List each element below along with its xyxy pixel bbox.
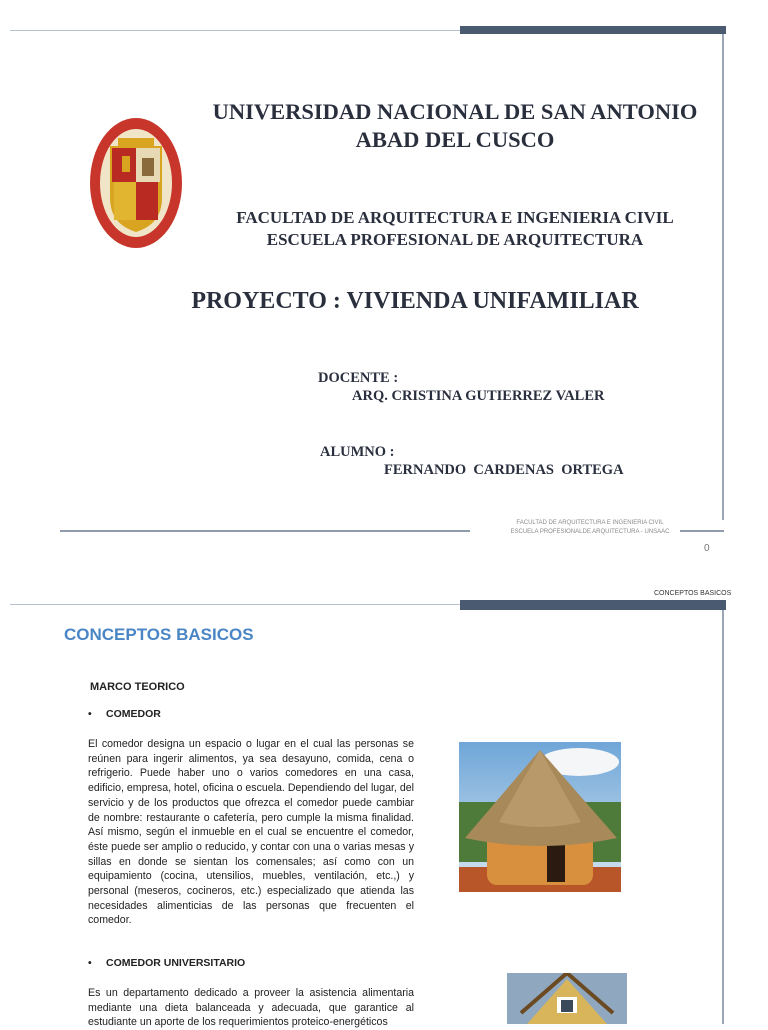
alumno-label: ALUMNO : bbox=[320, 444, 395, 460]
docente-label: DOCENTE : bbox=[318, 370, 399, 386]
alumno-name: FERNANDO CARDENAS ORTEGA bbox=[384, 462, 624, 478]
footer-line-2: ESCUELA PROFESIONALDE ARQUITECTURA - UNSAAC bbox=[510, 529, 670, 535]
house-image bbox=[507, 973, 627, 1024]
section-title: CONCEPTOS BASICOS bbox=[64, 625, 254, 644]
faculty-name bbox=[150, 207, 760, 251]
paragraph-comedor: El comedor designa un espacio o lugar en el cual las personas se reúnen para ingerir alimentos, ya sea desayuno, comida, cena o refrigerio. Puede haber uno o varios comedores en una casa, edificio, empresa, hotel, oficina o escuela. Dependiendo del lugar, del servicio y de los productos que ofrezca el comedor puede cambiar de nombre: restaurante o cafetería, pero cumple la misma finalidad. Así mismo, según el inmueble en el cual se encuentre el comedor, éste puede ser amplio o reducido, y contar con una o varias mesas y sillas en donde se sientan los comensales; así como con un equipamiento (cocina, utensilios, muebles, ventilación, etc.,) y personal (meseros, cocineros, etc.) especializado que atienda las necesidades alimenticias de las personas que frecuenten el comedor. bbox=[88, 738, 414, 927]
faculty-line: FACULTAD DE ARQUITECTURA E INGENIERIA CIVIL bbox=[236, 208, 674, 227]
bullet-comedor: • COMEDOR bbox=[88, 708, 161, 720]
top-bar bbox=[460, 26, 726, 34]
header-label: CONCEPTOS BASICOS bbox=[654, 590, 732, 597]
bullet-text: COMEDOR bbox=[106, 708, 161, 720]
thatched-hut-image bbox=[459, 742, 621, 892]
subtitle: MARCO TEORICO bbox=[90, 681, 185, 693]
project-title: PROYECTO : VIVIENDA UNIFAMILIAR bbox=[191, 288, 639, 314]
bullet-text: COMEDOR UNIVERSITARIO bbox=[106, 957, 246, 969]
paragraph-comedor-universitario: Es un departamento dedicado a proveer la asistencia alimentaria mediante una dieta balanceada y adecuada, que garantice al estudiante un aporte de los requerimientos proteico-energéticos bbox=[88, 987, 414, 1029]
top-bar bbox=[460, 600, 726, 610]
page-number: 0 bbox=[704, 543, 710, 554]
university-name bbox=[150, 98, 760, 154]
footer-text bbox=[480, 519, 700, 537]
docente-name: ARQ. CRISTINA GUTIERREZ VALER bbox=[352, 388, 605, 404]
school-line: ESCUELA PROFESIONAL DE ARQUITECTURA bbox=[266, 230, 644, 249]
footer-line-1: FACULTAD DE ARQUITECTURA E INGENIERIA CIVIL bbox=[516, 520, 664, 526]
university-line-1: UNIVERSIDAD NACIONAL DE SAN ANTONIO bbox=[212, 99, 698, 124]
university-line-2: ABAD DEL CUSCO bbox=[355, 127, 555, 152]
footer-rule-left bbox=[60, 530, 470, 532]
bullet-comedor-universitario: • COMEDOR UNIVERSITARIO bbox=[88, 957, 246, 969]
side-rule bbox=[722, 610, 724, 1024]
